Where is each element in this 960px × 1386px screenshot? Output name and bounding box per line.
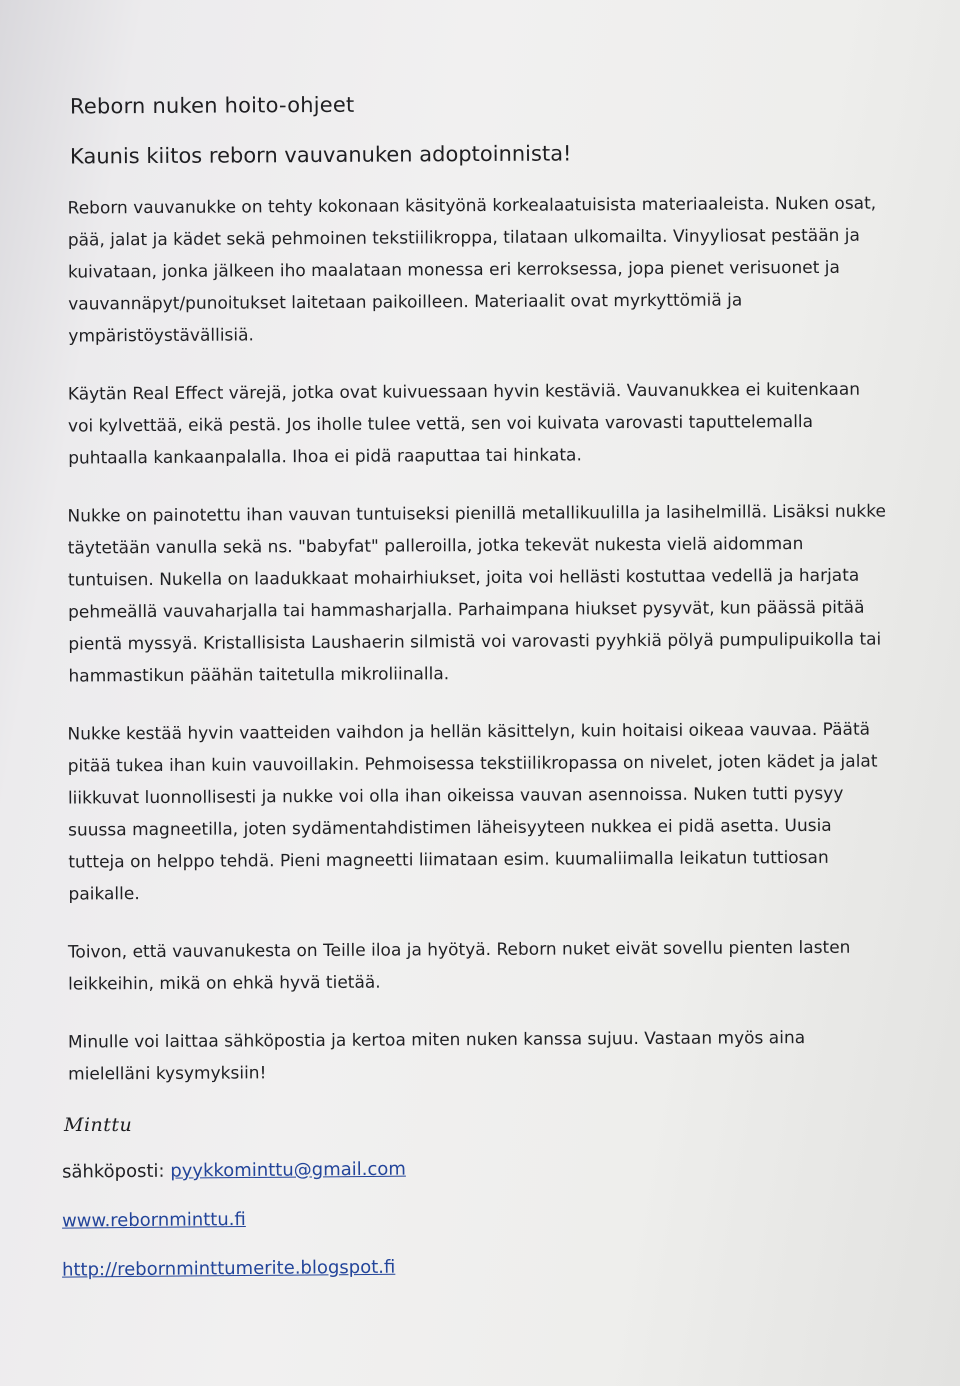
document-subtitle: Kaunis kiitos reborn vauvanuken adoptoinnista! bbox=[69, 141, 572, 169]
document-title: Reborn nuken hoito-ohjeet bbox=[69, 92, 355, 119]
handwritten-signature: Minttu bbox=[64, 1114, 133, 1136]
paragraph-contact-invite: Minulle voi laittaa sähköpostia ja kertoa miten nuken kanssa sujuu. Vastaan myös aina mielelläni kysymyksiin! bbox=[67, 1028, 806, 1085]
email-link[interactable]: pyykkominttu@gmail.com bbox=[170, 1158, 406, 1182]
email-label: sähköposti: bbox=[61, 1160, 165, 1183]
paragraph-materials: Reborn vauvanukke on tehty kokonaan käsityönä korkealaatuisista materiaaleista. Nuken osat, pää, jalat ja kädet sekä pehmoinen tekstiilikroppa, tilataan ulkomailta. Vinyyliosat pestään ja kuivataan, jonka jälkeen iho maalataan monessa eri kerroksessa, jopa pienet verisuonet ja vauvannäpyt/punoitukset laitetaan paikoilleen. Materiaalit ovat myrkyttömiä ja ympäristöystävällisiä. bbox=[67, 193, 877, 347]
email-line bbox=[62, 1154, 890, 1182]
blog-link[interactable]: http://rebornminttumerite.blogspot.fi bbox=[61, 1256, 396, 1281]
website-line bbox=[62, 1203, 890, 1231]
paragraph-paints: Käytän Real Effect värejä, jotka ovat kuivuessaan hyvin kestäviä. Vauvanukkea ei kuitenkaan voi kylvettää, eikä pestä. Jos iholle tulee vettä, sen voi kuivata varovasti taputtelemalla puhtaalla kankaanpalalla. Ihoa ei pidä raaputtaa tai hinkata. bbox=[67, 379, 861, 469]
website-link[interactable]: www.rebornminttu.fi bbox=[61, 1209, 246, 1232]
paragraph-handling: Nukke kestää hyvin vaatteiden vaihdon ja hellän käsittelyn, kuin hoitaisi oikeaa vauvaa. Päätä pitää tukea ihan kuin vauvoillakin. Pehmoisessa tekstiilikropassa on nivelet, joten kädet ja jalat liikkuvat luonnollisesti ja nukke voi olla ihan oikeissa vauvan asennoissa. Nuken tutti pysyy suussa magneetilla, joten sydämentahdistimen läheisyyteen nukkea ei pidä asetta. Uusia tutteja on helppo tehdä. Pieni magneetti liimataan esim. kuumaliimalla leikatun tuttiosan paikalle. bbox=[67, 719, 878, 905]
blog-line bbox=[62, 1252, 890, 1280]
paragraph-weighting-hair: Nukke on painotettu ihan vauvan tuntuiseksi pienillä metallikuulilla ja lasihelmillä. Lisäksi nukke täytetään vanulla sekä ns. "babyfat" palleroilla, jotka tekevät nukesta vielä aidomman tuntuisen. Nukella on laadukkaat mohairhiukset, joita voi hellästi kostuttaa vedellä ja harjata pehmeällä vauvaharjalla tai hammasharjalla. Parhaimpana hiukset pysyvät, kun päässä pitää pientä myssyä. Kristallisista Laushaerin silmistä voi varovasti pyyhkiä pölyä pumpulipuikolla tai hammastikun päähän taitetulla mikroliinalla. bbox=[67, 501, 887, 687]
paragraph-wishes: Toivon, että vauvanukesta on Teille iloa ja hyötyä. Reborn nuket eivät sovellu pienten lasten leikkeihin, mikä on ehkä hyvä tietää. bbox=[67, 937, 851, 995]
